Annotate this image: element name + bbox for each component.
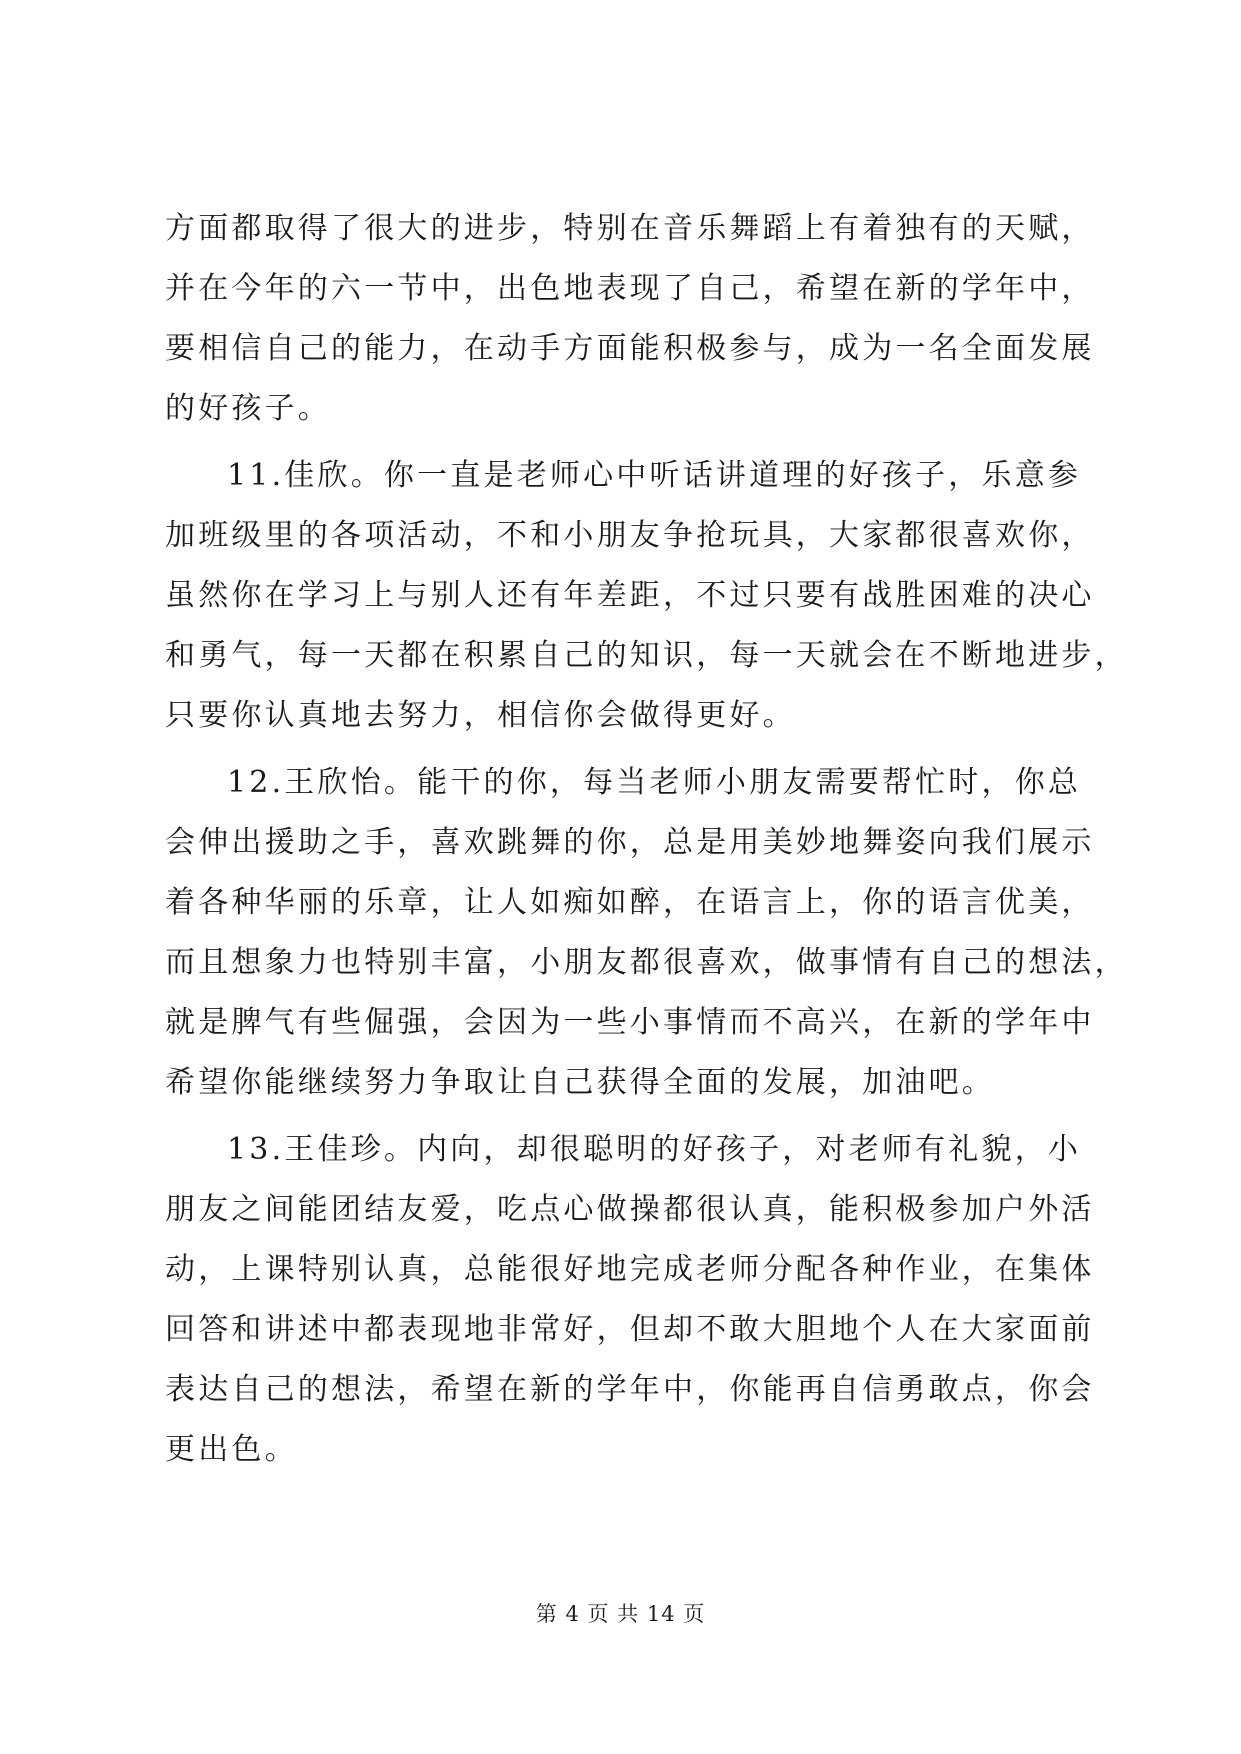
text-line: 加班级里的各项活动，不和小朋友争抢玩具，大家都很喜欢你， [165,518,1095,553]
text-line: 就是脾气有些倔强，会因为一些小事情而不高兴，在新的学年中 [165,1005,1095,1040]
text-line: 动，上课特别认真，总能很好地完成老师分配各种作业，在集体 [165,1252,1095,1287]
text-line: 12.王欣怡。能干的你，每当老师小朋友需要帮忙时，你总 [227,765,1082,800]
paragraph-item-13 [165,1120,1095,1480]
text-line: 希望你能继续努力争取让自己获得全面的发展，加油吧。 [165,1065,995,1100]
text-line: 并在今年的六一节中，出色地表现了自己，希望在新的学年中， [165,271,1095,306]
text-line: 13.王佳珍。内向，却很聪明的好孩子，对老师有礼貌，小 [227,1132,1082,1167]
text-line: 只要你认真地去努力，相信你会做得更好。 [165,698,796,733]
text-line: 要相信自己的能力，在动手方面能积极参与，成为一名全面发展 [165,331,1095,366]
paragraph-item-11 [165,446,1128,746]
text-line: 会伸出援助之手，喜欢跳舞的你，总是用美妙地舞姿向我们展示 [165,825,1095,860]
paragraph-continuation [165,199,1095,439]
text-line: 的好孩子。 [165,391,331,426]
text-line: 朋友之间能团结友爱，吃点心做操都很认真，能积极参加户外活 [165,1192,1095,1227]
text-line: 着各种华丽的乐章，让人如痴如醉，在语言上，你的语言优美， [165,885,1095,920]
page-number-footer: 第 4 页 共 14 页 [535,1602,706,1626]
text-line: 而且想象力也特别丰富，小朋友都很喜欢，做事情有自己的想法， [165,945,1128,980]
text-line: 虽然你在学习上与别人还有年差距，不过只要有战胜困难的决心 [165,578,1095,613]
text-line: 方面都取得了很大的进步，特别在音乐舞蹈上有着独有的天赋， [165,211,1095,246]
paragraph-item-12 [165,753,1128,1113]
text-line: 回答和讲述中都表现地非常好，但却不敢大胆地个人在大家面前 [165,1312,1095,1347]
text-line: 11.佳欣。你一直是老师心中听话讲道理的好孩子，乐意参 [227,458,1082,493]
text-line: 表达自己的想法，希望在新的学年中，你能再自信勇敢点，你会 [165,1372,1095,1407]
body-text [165,199,1128,1480]
text-line: 和勇气，每一天都在积累自己的知识，每一天就会在不断地进步， [165,638,1128,673]
text-line: 更出色。 [165,1432,298,1467]
